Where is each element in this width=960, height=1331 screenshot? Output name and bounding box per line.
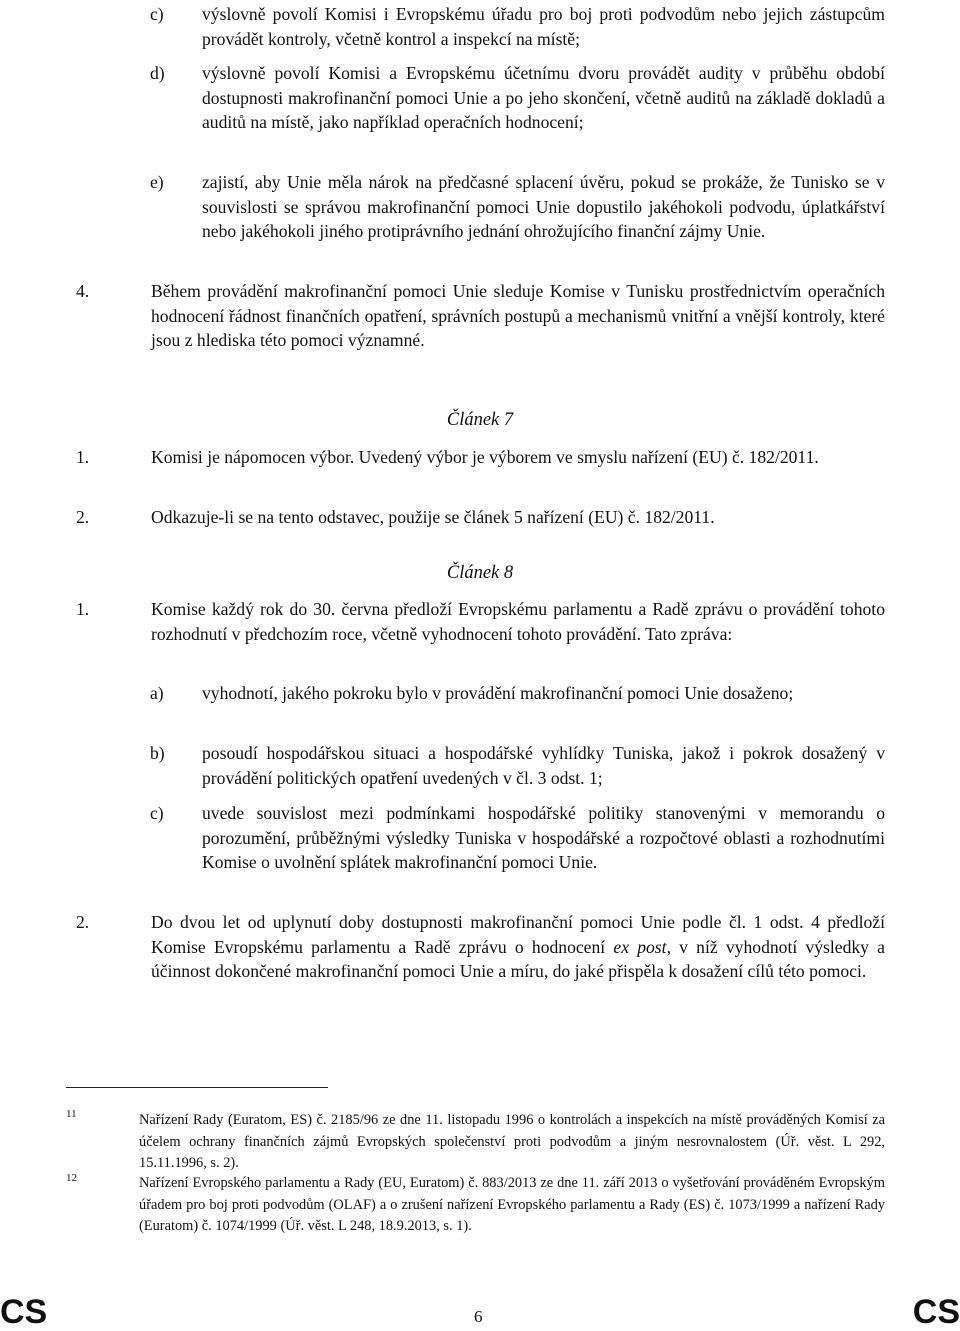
item-2-text-italic: ex post [613, 936, 667, 957]
list-item-e: zajistí, aby Unie měla nárok na předčasné splacení úvěru, pokud se prokáže, že Tunisko se v souvislosti se správou makrofinanční pomoci Unie dopustilo jakéhokoli podvodu, úplatkářství nebo jakéhokoli jiného protiprávního jednání ohrožujícího finanční zájmy Unie. [202, 172, 885, 241]
article-7-item-2: Odkazuje-li se na tento odstavec, použije se článek 5 nařízení (EU) č. 182/2011. [151, 507, 715, 527]
item-2-text-after: , v níž vyhodnotí výsledky a účinnost dokončené makrofinanční pomoci Unie a míru, do jaké přispěla k dosažení cílů této pomoci. [151, 936, 885, 981]
paragraph-4: Během provádění makrofinanční pomoci Unie sleduje Komise v Tunisku prostřednictvím operačních hodnocení řádnost finančních opatření, správních postupů a mechanismů vnitřní a vnější kontroly, které jsou z hlediska této pomoci významné. [151, 281, 885, 350]
list-label-c: c) [150, 4, 164, 24]
list-item-c: výslovně povolí Komisi i Evropskému úřadu pro boj proti podvodům nebo jejich zástupcům provádět kontroly, včetně kontrol a inspekcí na místě; [202, 4, 885, 49]
article-8-item-1-label: 1. [76, 599, 90, 619]
list-label-e: e) [150, 172, 164, 192]
article-8-heading: Článek 8 [446, 563, 514, 583]
list-item-d: výslovně povolí Komisi a Evropskému účetnímu dvoru provádět audity v průběhu období dostupnosti makrofinanční pomoci Unie a po jeho skončení, včetně auditů na základě dokladů a auditů na místě, jako například operačních hodnocení; [202, 63, 885, 132]
subitem-c: uvede souvislost mezi podmínkami hospodářské politiky stanovenými v memorandu o porozumění, průběžnými výsledky Tuniska v hospodářské a rozpočtové oblasti a rozhodnutími Komise o uvolnění splátek makrofinanční pomoci Unie. [202, 803, 885, 872]
subitem-c-label: c) [150, 803, 164, 823]
subitem-a-label: a) [150, 683, 164, 703]
article-7-item-1-label: 1. [76, 447, 90, 467]
article-7-item-1: Komisi je nápomocen výbor. Uvedený výbor je výborem ve smyslu nařízení (EU) č. 182/2011. [151, 447, 819, 467]
footnote-12-text: Nařízení Evropského parlamentu a Rady (EU, Euratom) č. 883/2013 ze dne 11. září 2013 o vyšetřování prováděném Evropským úřadem pro boj proti podvodům (OLAF) a o zrušení nařízení Evropského parlamentu a Rady (ES) č. 1073/1999 a nařízení Rady (Euratom) č. 1074/1999 (Úř. věst. L 248, 18.9.2013, s. 1). [139, 1175, 885, 1234]
footnote-11-text: Nařízení Rady (Euratom, ES) č. 2185/96 ze dne 11. listopadu 1996 o kontrolách a inspekcích na místě prováděných Komisí za účelem ochrany finančních zájmů Evropských společenství proti podvodům a jiným nesrovnalostem (Úř. věst. L 292, 15.11.1996, s. 2). [139, 1112, 885, 1171]
footnote-12-number: 12 [66, 1172, 77, 1184]
article-8-item-2 [151, 910, 885, 984]
page-number: 6 [474, 1307, 483, 1326]
item-2-text-before: Do dvou let od uplynutí doby dostupnosti makrofinanční pomoci Unie podle čl. 1 odst. 4 předloží Komise Evropskému parlamentu a Radě zprávu o hodnocení [151, 912, 885, 957]
article-7-heading: Článek 7 [446, 410, 514, 430]
article-8-item-1: Komise každý rok do 30. června předloží Evropskému parlamentu a Radě zprávu o provádění tohoto rozhodnutí v předchozím roce, včetně vyhodnocení tohoto provádění. Tato zpráva: [151, 599, 885, 644]
footnote-11-number: 11 [66, 1108, 77, 1120]
subitem-b-label: b) [150, 743, 165, 763]
list-label-d: d) [150, 63, 165, 83]
subitem-a: vyhodnotí, jakého pokroku bylo v provádění makrofinanční pomoci Unie dosaženo; [202, 683, 794, 703]
footer-language-right: CS [912, 1293, 960, 1331]
article-7-item-2-label: 2. [76, 507, 90, 527]
footer-language-left: CS [0, 1293, 48, 1331]
paragraph-4-label: 4. [76, 281, 90, 301]
article-8-item-2-label: 2. [76, 912, 90, 932]
subitem-b: posoudí hospodářskou situaci a hospodářské vyhlídky Tuniska, jakož i pokrok dosažený v provádění politických opatření uvedených v čl. 3 odst. 1; [202, 743, 885, 788]
footnote-separator [66, 1087, 328, 1088]
